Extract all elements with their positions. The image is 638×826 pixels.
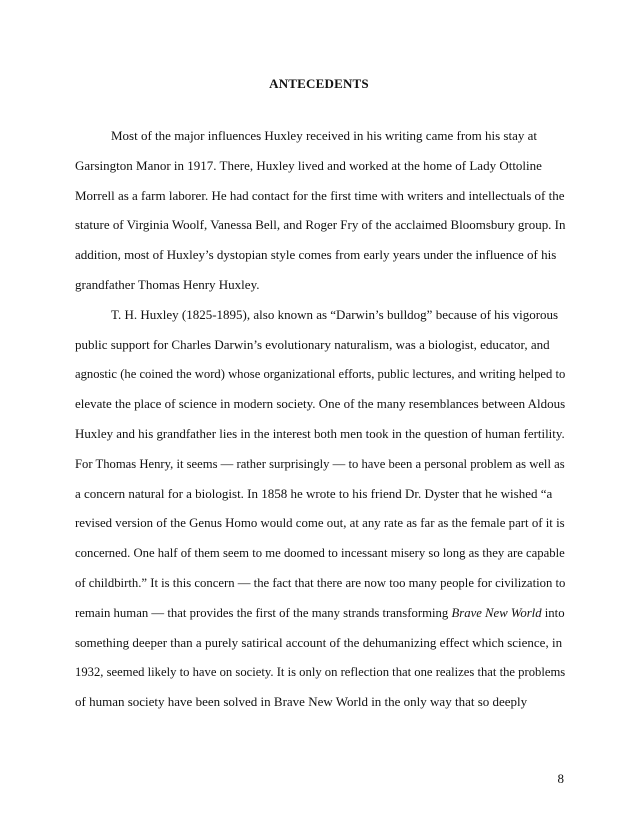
page-number: 8 [557,771,564,786]
paragraph-line: T. H. Huxley (1825-1895), also known as “Darwin’s bulldog” because of his vigorous [111,306,559,322]
paragraph-line: 1932, seemed likely to have on society. It is only on reflection that one realizes that the problems [75,664,566,680]
paragraph-line: a concern natural for a biologist. In 1858 he wrote to his friend Dr. Dyster that he wished “a [75,485,553,501]
paragraph-line: Huxley and his grandfather lies in the interest both men took in the question of human fertility. [75,425,565,441]
paragraph-line: public support for Charles Darwin’s evolutionary naturalism, was a biologist, educator, and [75,336,550,352]
line-text-after: into [541,604,565,620]
book-title-italic: Brave New World [451,604,542,620]
paragraph-line: elevate the place of science in modern society. One of the many resemblances between Aldous [75,396,566,412]
paragraph-line: addition, most of Huxley’s dystopian style comes from early years under the influence of his [75,247,557,263]
paragraph-line: Morrell as a farm laborer. He had contact for the first time with writers and intellectuals of the [75,187,565,203]
paragraph-line: of childbirth.” It is this concern — the fact that there are now too many people for civilization to [75,574,566,590]
paragraph-line: concerned. One half of them seem to me doomed to incessant misery so long as they are capable [75,545,565,561]
paragraph-line: grandfather Thomas Henry Huxley. [75,276,260,292]
paragraph-line: of human society have been solved in Brave New World in the only way that so deeply [75,694,528,710]
chapter-title: ANTECEDENTS [269,76,369,91]
paragraph-line: Most of the major influences Huxley received in his writing came from his stay at [111,128,537,143]
paragraph-line: revised version of the Genus Homo would come out, at any rate as far as the female part of it is [75,515,565,531]
line-text-before: remain human — that provides the first of the many strands transforming [75,604,452,620]
paragraph-line: stature of Virginia Woolf, Vanessa Bell, and Roger Fry of the acclaimed Bloomsbury group. In [75,217,566,233]
paragraph-line [75,598,565,628]
paragraph-line: something deeper than a purely satirical account of the dehumanizing effect which science, in [75,634,563,650]
paragraph-line: For Thomas Henry, it seems — rather surprisingly — to have been a personal problem as well as [75,455,565,471]
paragraph-line: agnostic (he coined the word) whose organizational efforts, public lectures, and writing helped to [75,366,566,382]
body-text [75,121,565,717]
paragraph-line: Garsington Manor in 1917. There, Huxley lived and worked at the home of Lady Ottoline [75,157,542,173]
